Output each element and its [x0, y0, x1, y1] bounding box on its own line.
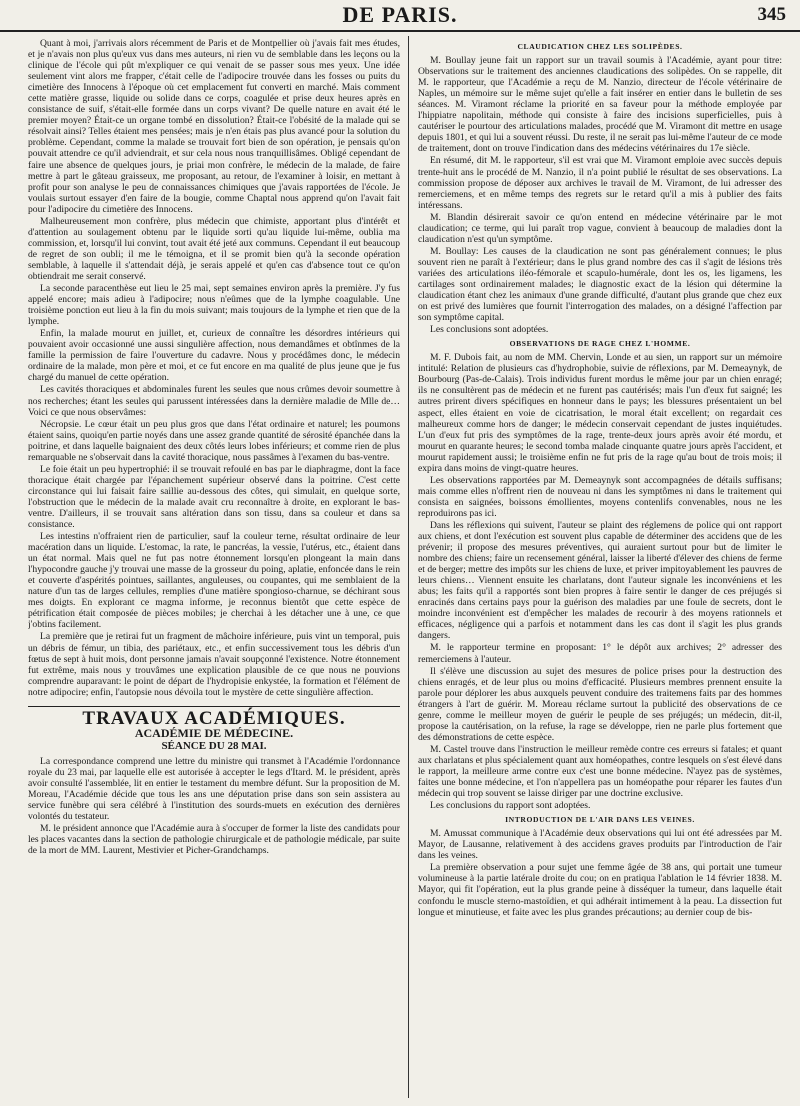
paragraph: M. Amussat communique à l'Académie deux observations qui lui ont été adressées par M. Mayor, de Lausanne, relativement à des accidens graves produits par l'introduction de l'air dans les veines. — [418, 828, 782, 862]
paragraph: Malheureusement mon confrère, plus médecin que chimiste, apportant plus d'intérêt et d'attention au soulagement obtenu par le liquide sorti qu'au liquide lui-même, oublia ma commission, et, lorsqu'il lui convint, tout avait été jeté aux communs. Cependant il eut beaucoup de regret de son oubli; il me le témoigna, et il se promit bien qu'à la seconde opération semblable, à laquelle il s'attendait déjà, je serais appelé et qu'en cas d'absence tout ce qu'on obtiendrait me serait conservé. — [28, 215, 400, 282]
section-title: TRAVAUX ACADÉMIQUES. — [28, 706, 400, 724]
left-column — [28, 38, 400, 1096]
paragraph: En résumé, dit M. le rapporteur, s'il est vrai que M. Viramont emploie avec succès depuis trente-huit ans le procédé de M. Nanzio, il n'a point publié le résultat de ses observations. La commission propose de déposer aux archives le travail de M. Viramont, de lui adresser des remerciemens, et en même temps des regrets sur le retard qu'il a mis à publier des faits intéressans. — [418, 155, 782, 211]
paragraph: Nécropsie. Le cœur était un peu plus gros que dans l'état ordinaire et naturel; les poumons étaient sains, quoiqu'en partie noyés dans une assez grande quantité de sérosité épanchée dans la poitrine, et dans laquelle baignaient des deux côtés leurs lobes inférieurs; et comme rien de plus remarquable ne s'observait dans la cavité thoracique, nous passâmes à l'examen du bas-ventre. — [28, 418, 400, 463]
paragraph: Les cavités thoraciques et abdominales furent les seules que nous crûmes devoir soumettre à nos recherches; étant les seules qui parussent intéressées dans la dernière maladie de Mlle de… Voici ce que nous observâmes: — [28, 384, 400, 418]
paragraph: M. le rapporteur termine en proposant: 1° le dépôt aux archives; 2° adresser des remerciemens à l'auteur. — [418, 642, 782, 665]
paragraph: Le foie était un peu hypertrophié: il se trouvait refoulé en bas par le diaphragme, dont la face thoracique était chargée par l'épanchement supérieur observé dans la poitrine. C'est cette circonstance qui lui faisait faire saillie au-dessous des côtes, qui simulait, en quelque sorte, l'obstruction que le médecin de la malade avait cru reconnaître à droite, en explorant le bas-ventre. D'ailleurs, il se trouvait sans altération dans son tissu, dans sa couleur et dans sa consistance. — [28, 463, 400, 531]
paragraph: Les conclusions sont adoptées. — [430, 324, 549, 336]
paragraph: Dans les réflexions qui suivent, l'auteur se plaint des réglemens de police qui ont rapport aux chiens, et dont l'exécution est souvent plus capable de déterminer des accidens que de les prévenir; il propose des mesures préventives, qui auraient surtout pour but de limiter le nombre des chiens; faire un recensement général, laisser la liberté d'élever des chiens de ferme et de berger; mettre des impôts sur les chiens de luxe, et priver impitoyablement les pauvres de leurs chiens… Viennent ensuite les charlatans, dont l'auteur signale les inconvéniens et les abus; les faits qu'il a rapportés sont bien propres à faire sentir le danger de ces préjugés si enracinés dans certains pays pour la guérison des maladies par une foule de secrets, dont le moindre inconvénient est d'empêcher les malades de recourir à des moyens rationnels et efficaces, négligence qui a parfois et notamment dans les cas dont il s'agit les plus grands dangers. — [418, 519, 782, 642]
paragraph: Les observations rapportées par M. Demeaynyk sont accompagnées de détails suffisans; mais comme elles n'offrent rien de nouveau ni dans les symptômes ni dans le traitement qui consista en saignées, boissons émollientes, moyens contenlifs convenables, nous ne les reproduirons pas ici. — [418, 474, 782, 519]
paragraph: La correspondance comprend une lettre du ministre qui transmet à l'Académie l'ordonnance royale du 23 mai, par laquelle elle est autorisée à accepter le legs d'Itard. M. le président, après avoir consulté l'assemblée, lit en entier le testament du membre défunt. Sur la proposition de M. Moreau, l'Académie décide que tous les ans une députation prise dans son sein assistera au service funèbre qui sera célébré à l'institution des sourds-muets en exécution des dernières volontés du testateur. — [28, 755, 400, 823]
session-heading: SÉANCE DU 28 MAI. — [161, 739, 267, 752]
subsection-heading: CLAUDICATION CHEZ LES SOLIPÈDES. — [517, 42, 683, 51]
paragraph: M. Boullay jeune fait un rapport sur un travail soumis à l'Académie, ayant pour titre: Observations sur le traitement des anciennes claudications des solipèdes. On se rappelle, dit M. le rapporteur, que l'Académie a reçu de M. Nanzio, directeur de l'école vétérinaire de Naples, un mémoire sur le même sujet qu'elle a fait insérer en entier dans le bulletin de ses séances. M. Viramont réclame la priorité en sa faveur pour la méthode employée par l'hippiatre napolitain, méthode qui consiste à faire des incisions superficielles, puis à cautériser le pourtour des articulations malades, procédé que M. Viramont dit mettre en usage depuis 1801, et qui lui a souvent réussi. Du reste, il ne serait pas lui-même l'auteur de ce mode de traitement, dont on trouve l'indication dans des médecins vétérinaires du 17e siècle. — [418, 55, 782, 155]
subsection-heading: OBSERVATIONS DE RAGE CHEZ L'HOMME. — [509, 339, 691, 349]
paragraph: M. Boullay: Les causes de la claudication ne sont pas généralement connues; le plus souvent rien ne paraît à l'extérieur; dans le plus grand nombre des cas il s'agit de lésions très variées des articulations iléo-fémorale et scapulo-humérale, dont les os, les ligamens, les cartilages sont ordinairement malades; le diagnostic exact de la lésion qui détermine la claudication étant chez les animaux d'une grande difficulté, d'autant plus grande que chez eux on est privé des lumières que fournit l'interrogation des malades, on a désigné l'affection par son symptôme capital. — [418, 245, 782, 324]
paragraph: La seconde paracenthèse eut lieu le 25 mai, sept semaines environ après la première. J'y fus appelé encore; mais adieu à l'adipocire; nous n'eûmes que de la lymphe coagulable. Une troisième ponction eut lieu à la fin du mois suivant; mais toujours de la lymphe et rien que de la lymphe. — [28, 283, 400, 328]
paragraph: Les intestins n'offraient rien de particulier, sauf la couleur terne, résultat ordinaire de leur macération dans un liquide. L'estomac, la rate, le pancréas, la vessie, l'utérus, etc., étaient dans un état normal. Mais quel ne fut pas notre étonnement lorsqu'en plongeant la main dans l'hypocondre gauche j'y trouvai une masse de la grosseur du poing, aplatie, enfoncée dans le rein et couverte d'aspérités pointues, saillantes, anguleuses, ou coupantes, qui me semblaient de la nature d'un tas de larges cellules, remplies d'une matière spongioso-charnue, se déchirant sous mes doigts. En explorant ce magma informe, je reconnus bientôt que cette espèce de pétrification était composée de pièces mobiles; je cherchai à les détacher une à une, ce que j'obtins facilement. — [28, 531, 400, 631]
academy-heading: ACADÉMIE DE MÉDECINE. — [134, 725, 294, 740]
page-number: 345 — [757, 4, 786, 25]
paragraph: Enfin, la malade mourut en juillet, et, curieux de connaître les désordres intérieurs qui pouvaient avoir occasionné une aussi singulière affection, nous demandâmes et obtînmes de la famille la permission de faire l'ouverture du cadavre. Nous y procédâmes donc, le médecin ordinaire de la malade, mon père et moi, et ce fut encore en ma qualité de plus jeune que je fus chargé du manuel de cette opération. — [28, 328, 400, 384]
right-column — [418, 38, 782, 1096]
running-title: DE PARIS. — [342, 2, 458, 27]
paragraph: Les conclusions du rapport sont adoptées. — [430, 800, 591, 812]
page-header — [0, 0, 800, 32]
paragraph: Il s'élève une discussion au sujet des mesures de police prises pour la destruction des chiens enragés, et de leur plus ou moins d'efficacité. Plusieurs membres prennent ensuite la parole pour déplorer les abus auxquels peuvent conduire des traitemens faits par des hommes étrangers à l'art de guérir. M. Moreau réclame surtout la publicité des observations de ce genre, comme le meilleur moyen de guérir le peuple de ses préjugés; un médecin, dit-il, propose la cautérisation, on la refuse, la rage se développe, rien ne parle plus fortement que des démonstrations de cette espèce. — [418, 665, 782, 743]
paragraph: M. le président annonce que l'Académie aura à s'occuper de former la liste des candidats pour les places vacantes dans la section de pathologie chirurgicale et de pathologie médicale, par suite de la mort de MM. Laurent, Mestivier et Picher-Grandchamps. — [28, 823, 400, 857]
paragraph: Quant à moi, j'arrivais alors récemment de Paris et de Montpellier où j'avais fait mes études, et je n'avais non plus qu'eux vus dans mes auteurs, ni rien vu de semblable dans les leçons ou la clinique de l'école qui pût m'expliquer ce qui venait de se passer sous mes yeux. Une idée seulement vint alors me frapper, c'était celle de l'adipocire trouvée dans les fosses ou puits du cimetière des Innocens à l'époque où cet emplacement fut converti en marché. Mais comment cette matière grasse, liquide ou solide dans ce corps, coagulée et prise deux heures après en consistance de suif, s'était-elle formée dans un corps vivant? De quelle nature en avait été le premier moyen? Était-ce un organe tombé en dissolution? Était-ce l'obésité de la malade qui se résolvait ainsi? Telles étaient mes pensées; mais je n'en étais pas plus avancé pour la solution du problème. Cependant, comme la malade se trouvait fort bien de son opération, je pensais qu'on pouvait attendre ce qu'il adviendrait, et sur cela nous nous tranquillisâmes. Obligé cependant de faire une absence de quelques jours, je priai mon confrère, le médecin de la malade, de faire mettre à part le gâteau graisseux, me proposant, au retour, de l'examiner à loisir, en mettant à profit pour son analyse le peu de connaissances chimiques que j'avais rapportées de l'école. Je voulais surtout essayer d'en faire de la bougie, comme Chaptal nous apprend qu'on l'avait fait pour l'adipocire du cimetière des Innocens. — [28, 38, 400, 215]
paragraph: M. Castel trouve dans l'instruction le meilleur remède contre ces erreurs si fatales; et quant aux charlatans et plus spécialement quant aux homéopathes, contre lesquels on s'est élevé dans le rapport, la meilleure arme contre eux c'est une bonne médecine. N'ayez pas de systèmes, faites une bonne médecine, et l'on n'appellera pas un homéopathe pour réparer les fautes d'un médecin qui trop souvent se laisse diriger par une doctrine exclusive. — [418, 743, 782, 800]
column-divider — [408, 36, 409, 1098]
subsection-heading: INTRODUCTION DE L'AIR DANS LES VEINES. — [505, 815, 695, 825]
paragraph: La première observation a pour sujet une femme âgée de 38 ans, qui portait une tumeur volumineuse à la partie latérale droite du cou; on en pratiqua l'ablation le 14 février 1838. M. Mayor, qui fit l'opération, eut la plus grande peine à disséquer la tumeur, dans laquelle était confondu le muscle sterno-mastoïdien, et qui adhérait intimement à la peau. La dissection fut longue et minutieuse, et faite avec les plus grandes précautions; au dernier coup de bis- — [418, 862, 782, 918]
paragraph: La première que je retirai fut un fragment de mâchoire inférieure, puis vint un temporal, puis un débris de fémur, un tibia, des pariétaux, etc., et enfin successivement tous les débris d'un fœtus de sept à huit mois, dont personne jamais n'avait soupçonné l'existence. Notre étonnement fut extrême, mais nous y trouvâmes une explication plausible de ce que nous ne pouvions comprendre auparavant: le point de départ de l'hydropisie enkystée, la formation et l'élément de notre adipocire; enfin, l'autopsie nous dévoila tout le mystère de cette singulière affection. — [28, 631, 400, 698]
paragraph: M. F. Dubois fait, au nom de MM. Chervin, Londe et au sien, un rapport sur un mémoire intitulé: Relation de plusieurs cas d'hydrophobie, suivie de réflexions, par M. Demeaynyk, de Bourbourg (Pas-de-Calais). Trois individus furent mordus le même jour par un chien enragé; ils ne consultèrent pas de médecin et ne furent pas cautérisés; mais l'un d'eux fut saigné; les autres prirent divers spécifiques en honneur dans le pays; les blessures présentaient un bel aspect, elles étaient en voie de cicatrisation, le moral était excellent; on regardait ces malheureux comme hors de danger; le médecin conservait cependant de justes inquiétudes. L'un d'eux fut pris des symptômes de la rage, trente-deux jours après avoir été mordu, et mourut en quarante heures; le second tomba malade cinquante quatre jours après l'accident, et mourut rapidement aussi; le troisième enfin ne fut pris de la rage qu'au bout de trois mois; il expira dans moins de vingt-quatre heures. — [418, 352, 782, 474]
paragraph: M. Blandin désirerait savoir ce qu'on entend en médecine vétérinaire par le mot claudication; ce terme, qui lui paraît trop vague, convient à beaucoup de maladies dont la claudication n'est qu'un symptôme. — [418, 211, 782, 245]
